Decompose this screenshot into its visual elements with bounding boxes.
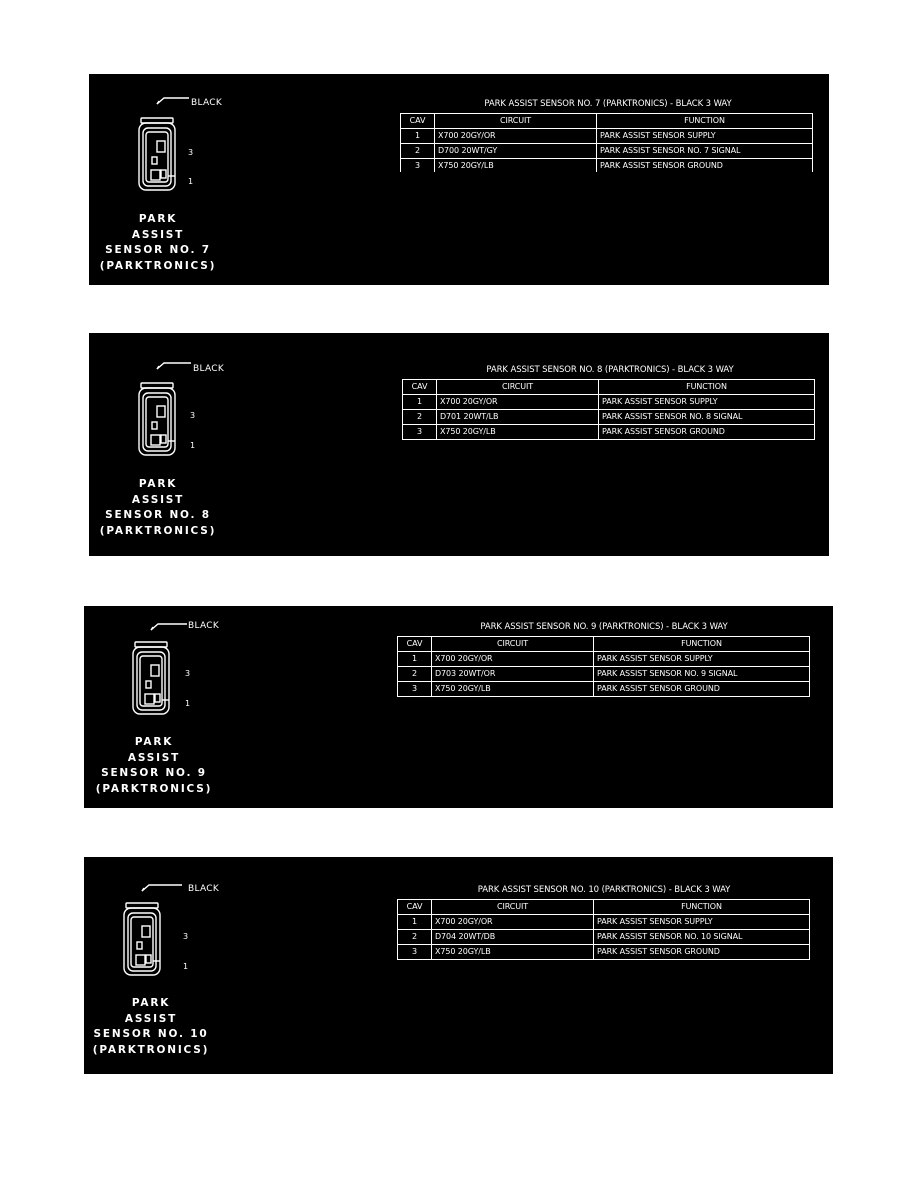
cell-cav: 3 (398, 945, 432, 960)
table-row (403, 395, 815, 410)
table-title: PARK ASSIST SENSOR NO. 10 (PARKTRONICS) - BLACK 3 WAY (477, 885, 731, 895)
pin-label-1: 1 (188, 177, 194, 186)
connector-color-label: BLACK (191, 98, 223, 108)
cell-circuit: D700 20WT/GY (435, 144, 597, 159)
cell-circuit: X700 20GY/OR (432, 915, 594, 930)
table-header-row (403, 380, 815, 395)
table-row (401, 144, 813, 159)
connector-face-icon (119, 94, 219, 224)
cell-circuit: X700 20GY/OR (435, 129, 597, 144)
table-header-row (398, 637, 810, 652)
table-row (403, 410, 815, 425)
connector-panel-sensor-9 (84, 606, 833, 808)
pin-label-3: 3 (185, 669, 191, 678)
cell-cav: 2 (403, 410, 437, 425)
cell-circuit: X750 20GY/LB (437, 425, 599, 440)
pin-table (397, 899, 810, 960)
pin-table (397, 636, 810, 697)
table-row (398, 652, 810, 667)
connector-panel-sensor-8 (89, 333, 829, 556)
cell-cav: 3 (398, 682, 432, 697)
cell-cav: 1 (398, 652, 432, 667)
header-circuit: CIRCUIT (437, 380, 599, 395)
connector-face-icon (104, 877, 204, 1007)
table-row (398, 945, 810, 960)
cell-circuit: D701 20WT/LB (437, 410, 599, 425)
cell-circuit: X700 20GY/OR (437, 395, 599, 410)
cell-circuit: X750 20GY/LB (435, 159, 597, 173)
cell-cav: 1 (398, 915, 432, 930)
cell-function: PARK ASSIST SENSOR GROUND (594, 682, 810, 697)
pin-label-3: 3 (183, 932, 189, 941)
cell-function: PARK ASSIST SENSOR NO. 9 SIGNAL (594, 667, 810, 682)
pin-label-3: 3 (190, 411, 196, 420)
pin-label-3: 3 (188, 148, 194, 157)
pin-table (402, 379, 815, 440)
table-row (398, 667, 810, 682)
pin-table (400, 113, 813, 172)
pin-label-1: 1 (190, 441, 196, 450)
cell-circuit: X750 20GY/LB (432, 682, 594, 697)
connector-name: PARK ASSIST SENSOR NO. 7 (PARKTRONICS) (99, 213, 217, 272)
header-circuit: CIRCUIT (432, 637, 594, 652)
connector-panel-sensor-7 (89, 74, 829, 285)
connector-color-label: BLACK (193, 364, 225, 374)
connector-panel-sensor-10 (84, 857, 833, 1074)
header-function: FUNCTION (599, 380, 815, 395)
connector-face-icon (119, 359, 219, 489)
header-function: FUNCTION (597, 114, 813, 129)
pin-table-clip (400, 113, 815, 172)
cell-function: PARK ASSIST SENSOR SUPPLY (599, 395, 815, 410)
pin-label-1: 1 (185, 699, 191, 708)
cell-function: PARK ASSIST SENSOR GROUND (594, 945, 810, 960)
cell-cav: 1 (403, 395, 437, 410)
pin-label-1: 1 (183, 962, 189, 971)
header-cav: CAV (401, 114, 435, 129)
header-circuit: CIRCUIT (432, 900, 594, 915)
header-function: FUNCTION (594, 637, 810, 652)
cell-function: PARK ASSIST SENSOR NO. 8 SIGNAL (599, 410, 815, 425)
cell-function: PARK ASSIST SENSOR NO. 10 SIGNAL (594, 930, 810, 945)
cell-function: PARK ASSIST SENSOR GROUND (597, 159, 813, 173)
table-row (401, 159, 813, 173)
cell-cav: 1 (401, 129, 435, 144)
connector-color-label: BLACK (188, 621, 220, 631)
cell-function: PARK ASSIST SENSOR SUPPLY (594, 652, 810, 667)
connector-face-icon (113, 616, 213, 746)
connector-name: PARK ASSIST SENSOR NO. 9 (PARKTRONICS) (95, 736, 213, 795)
table-title: PARK ASSIST SENSOR NO. 9 (PARKTRONICS) - BLACK 3 WAY (480, 622, 728, 632)
header-function: FUNCTION (594, 900, 810, 915)
connector-name: PARK ASSIST SENSOR NO. 10 (PARKTRONICS) (92, 997, 210, 1056)
table-row (401, 129, 813, 144)
cell-function: PARK ASSIST SENSOR SUPPLY (594, 915, 810, 930)
header-circuit: CIRCUIT (435, 114, 597, 129)
cell-cav: 3 (401, 159, 435, 173)
table-row (398, 915, 810, 930)
connector-color-label: BLACK (188, 884, 220, 894)
pin-table-clip (397, 899, 812, 963)
cell-function: PARK ASSIST SENSOR SUPPLY (597, 129, 813, 144)
pin-table-clip (402, 379, 817, 444)
pin-table-clip (397, 636, 812, 701)
header-cav: CAV (398, 637, 432, 652)
cell-cav: 2 (401, 144, 435, 159)
table-title: PARK ASSIST SENSOR NO. 8 (PARKTRONICS) - BLACK 3 WAY (486, 365, 734, 375)
table-row (403, 425, 815, 440)
table-row (398, 930, 810, 945)
cell-function: PARK ASSIST SENSOR NO. 7 SIGNAL (597, 144, 813, 159)
header-cav: CAV (398, 900, 432, 915)
table-header-row (398, 900, 810, 915)
cell-cav: 3 (403, 425, 437, 440)
cell-circuit: X700 20GY/OR (432, 652, 594, 667)
cell-circuit: D704 20WT/DB (432, 930, 594, 945)
cell-circuit: X750 20GY/LB (432, 945, 594, 960)
cell-cav: 2 (398, 930, 432, 945)
cell-circuit: D703 20WT/OR (432, 667, 594, 682)
table-row (398, 682, 810, 697)
table-header-row (401, 114, 813, 129)
cell-cav: 2 (398, 667, 432, 682)
cell-function: PARK ASSIST SENSOR GROUND (599, 425, 815, 440)
table-title: PARK ASSIST SENSOR NO. 7 (PARKTRONICS) - BLACK 3 WAY (484, 99, 732, 109)
header-cav: CAV (403, 380, 437, 395)
connector-name: PARK ASSIST SENSOR NO. 8 (PARKTRONICS) (99, 478, 217, 537)
